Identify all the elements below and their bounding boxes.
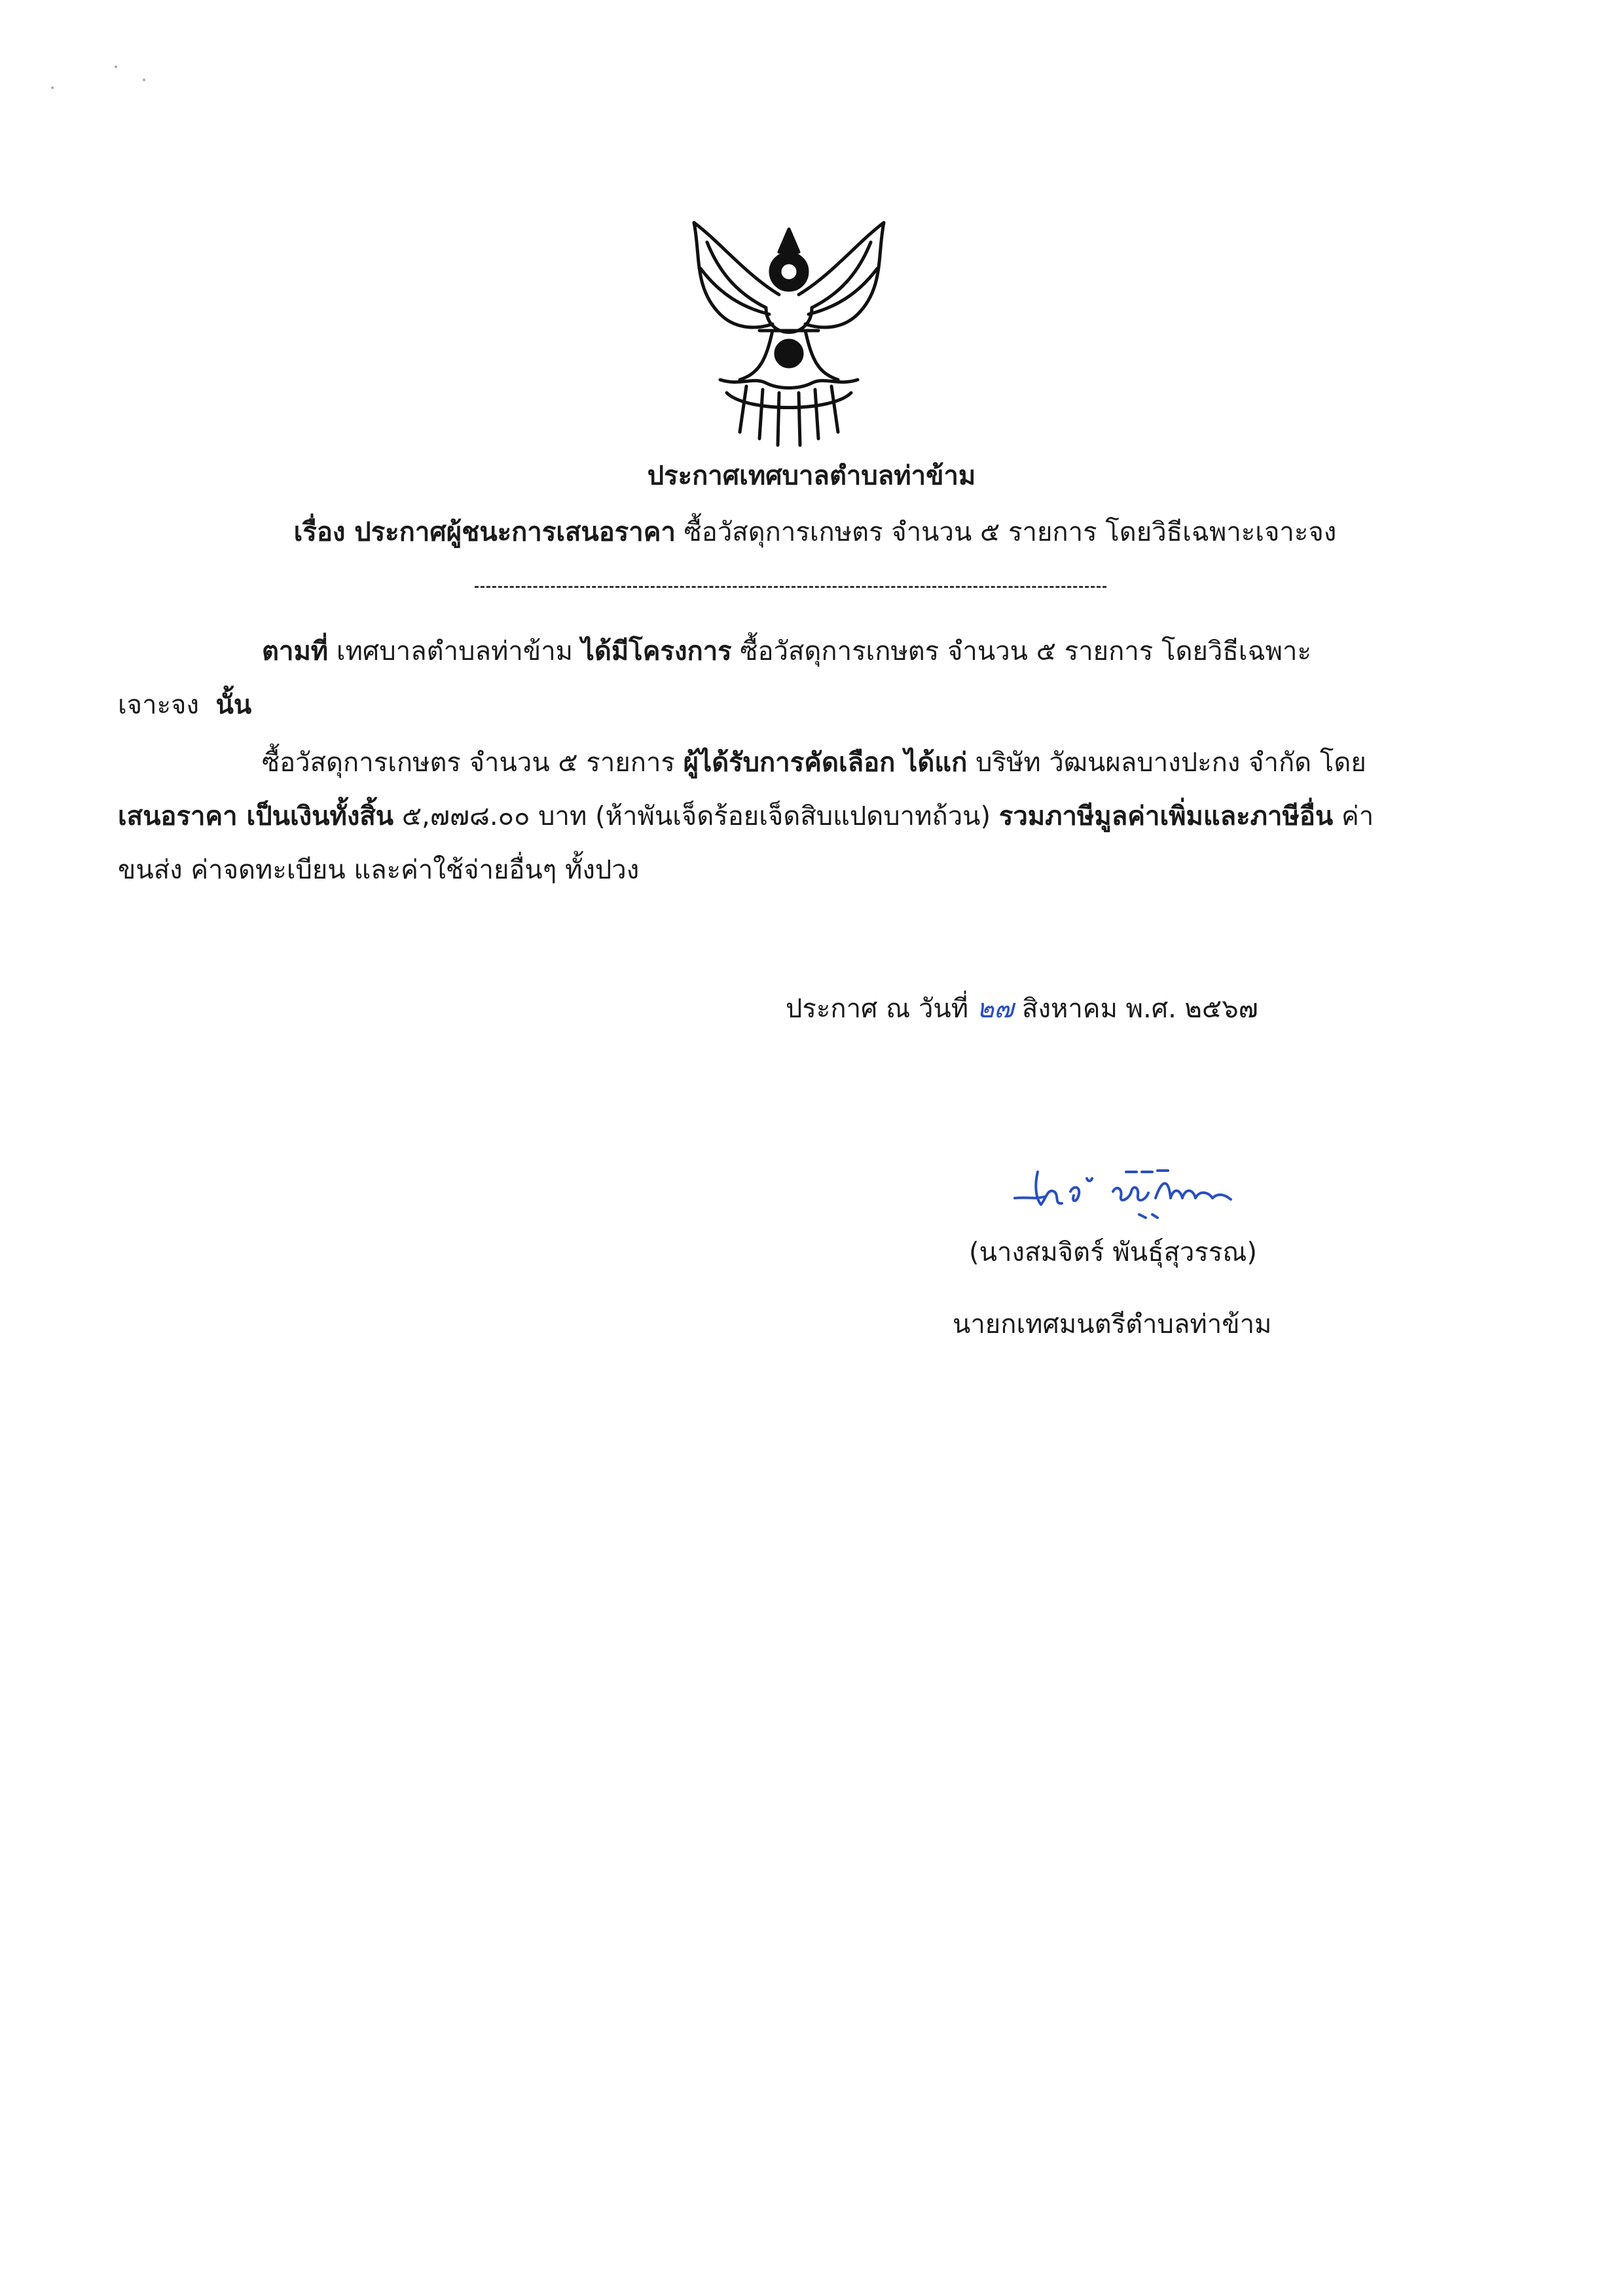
subject-text: ซื้อวัสดุการเกษตร จำนวน ๕ รายการ โดยวิธีเฉพาะเจาะจง [684, 517, 1337, 547]
p2-label-1: ผู้ได้รับการคัดเลือก ได้แก่ [683, 748, 968, 778]
p2-label-3: รวมภาษีมูลค่าเพิ่มและภาษีอื่น [998, 801, 1334, 831]
date-day: ๒๗ [976, 994, 1014, 1024]
p1-text-1: เทศบาลตำบลท่าข้าม [336, 636, 574, 666]
handwritten-signature [1008, 1152, 1244, 1231]
garuda-emblem-icon [681, 216, 897, 452]
p2-by: โดย [1319, 748, 1366, 778]
date-label: ประกาศ ณ วันที่ [786, 994, 969, 1024]
p2-line-3: ขนส่ง ค่าจดทะเบียน และค่าใช้จ่ายอื่นๆ ทั้งปวง [118, 855, 640, 885]
p1-label-1: ตามที่ [262, 636, 329, 666]
p1-line-2: เจาะจง [118, 690, 200, 720]
p2-text-1: ซื้อวัสดุการเกษตร จำนวน ๕ รายการ [262, 748, 675, 778]
scan-speck [51, 86, 54, 89]
p2-tail-1: ค่า [1341, 801, 1374, 831]
subject-label: เรื่อง ประกาศผู้ชนะการเสนอราคา [293, 517, 676, 547]
announcement-title: ประกาศเทศบาลตำบลท่าข้าม [647, 461, 976, 491]
p2-amount: ๕,๗๗๘.๐๐ บาท (ห้าพันเจ็ดร้อยเจ็ดสิบแปดบาทถ้วน) [401, 801, 991, 831]
paragraph-2 [118, 736, 1427, 897]
scan-speck [143, 79, 145, 81]
signer-position: นายกเทศมนตรีตำบลท่าข้าม [953, 1309, 1272, 1339]
announcement-date [786, 987, 1258, 1029]
date-month-year: สิงหาคม พ.ศ. ๒๕๖๗ [1022, 994, 1258, 1024]
p1-label-2: ได้มีโครงการ [581, 636, 732, 666]
scan-speck [115, 65, 117, 68]
p1-end: นั้น [215, 690, 252, 720]
p2-label-2: เสนอราคา เป็นเงินทั้งสิ้น [118, 801, 394, 831]
signer-name: (นางสมจิตร์ พันธุ์สุวรรณ) [969, 1237, 1258, 1267]
announcement-subject [118, 511, 1512, 553]
p2-vendor: บริษัท วัฒนผลบางปะกง จำกัด [976, 748, 1312, 778]
p1-text-2: ซื้อวัสดุการเกษตร จำนวน ๕ รายการ โดยวิธีเฉพาะ [740, 636, 1311, 666]
divider-line [475, 586, 1106, 588]
paragraph-1 [118, 625, 1427, 732]
